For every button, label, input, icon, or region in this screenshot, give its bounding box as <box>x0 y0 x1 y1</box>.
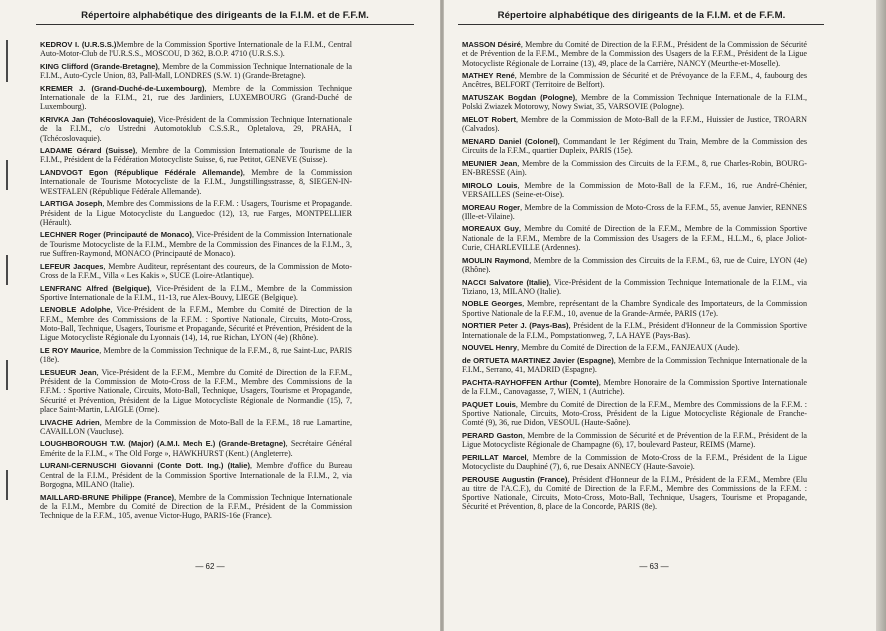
binding-mark <box>6 360 8 390</box>
entry-name: MOREAUX Guy <box>462 224 519 234</box>
entry-text: , Membre de la Commission de Moto-Cross de la F.F.M., 55, avenue Janvier, RENNES (Ille-et-Vilaine). <box>462 202 807 221</box>
entry-name: MIROLO Louis <box>462 180 518 190</box>
directory-entry <box>462 431 807 450</box>
entry-list <box>40 40 352 524</box>
entry-text: , Membre de la Commission Technique Internationale de la F.I.M., Serrano, 41, MADRID (Espagne). <box>462 355 807 375</box>
directory-entry <box>462 256 807 275</box>
entry-name: LADAME Gérard (Suisse) <box>40 146 136 156</box>
directory-entry <box>40 62 352 81</box>
entry-name: KRIVKA Jan (Tchécoslovaquie) <box>40 114 154 124</box>
entry-text: , Commandant le 1er Régiment du Train, Membre de la Commission des Circuits de la F.F.M., quartier Dupleix, PARIS (15e). <box>462 136 807 156</box>
entry-text: , Membre de la Commission de Moto-Ball de la F.F.M., Huissier de Justice, TROARN (Calvados). <box>462 114 807 134</box>
entry-text: , Membre, représentant de la Chambre Syndicale des Importateurs, de la Commission Sportive Nationale de la F.F.M., 10, avenue de la Grande-Armée, PARIS (17e). <box>462 299 807 318</box>
entry-name: PACHTA-RAYHOFFEN Arthur (Comte) <box>462 377 599 387</box>
entry-name: MAILLARD-BRUNE Philippe (France) <box>40 492 175 502</box>
entry-name: NORTIER Peter J. (Pays-Bas) <box>462 321 569 331</box>
directory-entry <box>462 93 807 112</box>
entry-name: KEDROV I. (U.R.S.S.) <box>40 40 117 49</box>
entry-text: , Membre de la Commission Technique Internationale de la F.I.M., Membre du Comité de Direction de la F.F.M., Président de la Commission Technique de la F.F.M., 105, avenue Victor-Hugo, PARIS-16e (France). <box>40 492 352 521</box>
entry-name: MASSON Désiré <box>462 40 521 49</box>
entry-text: , Membre de la Commission Technique Internationale de la F.I.M., Polski Zwiazek Motorowy, Nowy Swiat, 35, VARSOVIE (Pologne). <box>462 93 808 112</box>
entry-text: , Membre de la Commission Internationale de Tourisme de la F.I.M., Président de la Fédération Motocycliste Suisse, 6, rue Petitot, GENEVE (Suisse). <box>40 146 352 165</box>
entry-text: Membre de la Commission Sportive Internationale de la F.I.M., Central Auto-Motor-Club de l'U.R.S.S., MOSCOU, D 362, B.O.P. 4710 (U.R.S.S.). <box>40 40 352 59</box>
entry-name: PERILLAT Marcel <box>462 452 527 462</box>
entry-text: , Président d'Honneur de la F.I.M., Président de la F.F.M., Membre (Elu au titre de l'A.C.F.), du Comité de Direction de la F.F.M., Membre des Commissions de la F.F.M. : Sportive Nationale, Circuits, Moto-Cross, Moto-Ball, Technique, Usagers, Tourisme et Propagande, Sécurité et Prévention, 8, place de la Concorde, PARIS (8e). <box>462 474 807 512</box>
directory-entry <box>462 181 807 200</box>
entry-name: LENFRANC Alfred (Belgique) <box>40 283 150 293</box>
entry-name: MOREAU Roger <box>462 202 521 212</box>
directory-entry <box>462 137 807 156</box>
directory-entry <box>40 40 352 59</box>
entry-name: LENOBLE Adolphe <box>40 305 111 315</box>
entry-name: KREMER J. (Grand-Duché-de-Luxembourg) <box>40 83 205 93</box>
entry-text: , Membre des Commissions de la F.F.M. : Usagers, Tourisme et Propagande. Président de la Ligue Motocycliste du Languedoc (12), 13, rue Farges, MONTPELLIER (Hérault). <box>40 199 352 227</box>
entry-text: , Membre de la Commission Technique de la F.F.M., 8, rue Saint-Luc, PARIS (18e). <box>40 345 352 365</box>
entry-name: MENARD Daniel (Colonel) <box>462 136 558 146</box>
entry-name: LOUGHBOROUGH T.W. (Major) (A.M.I. Mech E.) (Grande-Bretagne) <box>40 439 286 449</box>
page-number: — 62 — <box>195 562 225 571</box>
entry-text: , Vice-Président de la Commission Technique Internationale de la F.I.M., c/o Ustredni Automotoklub C.S.S.R., Opletalova, 29, PRAHA, I (Tchécoslovaquie). <box>40 114 352 143</box>
binding-mark <box>6 160 8 190</box>
entry-text: , Vice-Président de la F.F.M., Membre du Comité de Direction de la F.F.M., Président de la Commission de Moto-Cross de la F.F.M., Membre des Commissions de la F.F.M. : Sportive Nationale, Circuits, Moto-Ball, Technique, Usagers, Tourisme et Propagande, Sécurité et Prévention, Président de la Ligue Motocycliste Régionale de Normandie (15), 7, place Saint-Martin, LAIGLE (Orne). <box>40 367 352 414</box>
entry-name: PERARD Gaston <box>462 430 523 440</box>
directory-entry <box>40 284 352 303</box>
entry-text: , Vice-Président de la F.F.M., Membre du Comité de Direction de la F.F.M., Membre des Commissions de la F.F.M. : Sportive Nationale, Circuits, Moto-Cross, Moto-Ball, Technique, Usagers, Tourisme et Propagande, Sécurité et Prévention, Président de la Ligue Motocycliste Régionale du Lyonnais (14), 14, rue Richan, LYON (4e) (Rhône). <box>40 305 353 343</box>
entry-name: LESUEUR Jean <box>40 367 97 377</box>
directory-entry <box>462 453 807 472</box>
entry-name: LECHNER Roger (Principauté de Monaco) <box>40 230 192 240</box>
entry-name: MOULIN Raymond <box>462 255 530 265</box>
entry-name: de ORTUETA MARTINEZ Javier (Espagne) <box>462 355 614 365</box>
entry-text: , Membre d'office du Bureau Central de la F.I.M., Président de la Commission Sportive Internationale de la F.I.M., 2, via Borgogna, MILANO (Italie). <box>40 461 352 489</box>
directory-entry <box>462 356 807 375</box>
directory-entry <box>40 84 352 112</box>
directory-entry <box>462 71 807 90</box>
entry-text: , Membre du Comité de Direction de la F.F.M., Président de la Commission de Sécurité et de Prévention de la F.F.M., Membre de la Commission des Usagers de la F.F.M., Président de la Ligue Motocycliste Régionale de Lorraine (13), 49, place de la Carrière, NANCY (Meurthe-et-Moselle). <box>462 40 807 68</box>
directory-entry <box>462 40 807 68</box>
entry-name: LIVACHE Adrien <box>40 417 100 427</box>
binding-mark <box>6 40 8 82</box>
binding-mark <box>6 470 8 500</box>
entry-text: , Membre Honoraire de la Commission Sportive Internationale de la F.I.M., Canovagasse, 7, WIEN, 1 (Autriche). <box>462 377 807 396</box>
page-edge-shadow <box>876 0 886 631</box>
entry-text: , Membre de la Commission des Circuits de la F.F.M., 63, rue de Cuire, LYON (4e) (Rhône). <box>462 255 807 274</box>
directory-entry <box>40 418 352 437</box>
entry-text: , Membre du Comité de Direction de la F.F.M., Membre de la Commission Sportive Nationale de la F.F.M., Membre de la Commission des Usagers de la F.F.M., H.L.M., 6, place Joliot-Curie, CHARLEVILLE (Ardennes). <box>462 224 807 253</box>
entry-name: LURANI-CERNUSCHI Giovanni (Conte Dott. Ing.) (Italie) <box>40 461 251 471</box>
entry-name: LARTIGA Joseph <box>40 199 103 209</box>
directory-entry <box>40 262 352 281</box>
entry-text: , Membre de la Commission de Moto-Cross de la F.F.M., Président de la Ligue Motocycliste du Dauphiné (7), 6, rue Desaix ANNECY (Haute-Savoie). <box>462 452 807 471</box>
directory-entry <box>462 278 807 297</box>
entry-name: MATHEY René <box>462 71 515 81</box>
directory-entry <box>462 475 807 512</box>
directory-entry <box>462 224 807 252</box>
entry-text: , Secrétaire Général Emérite de la F.I.M., « The Old Forge », HAWKHURST (Kent.) (Angleterre). <box>40 439 352 458</box>
entry-name: LEFEUR Jacques <box>40 261 104 271</box>
directory-entry <box>462 299 807 318</box>
entry-name: PEROUSE Augustin (France) <box>462 474 568 484</box>
entry-text: , Membre de la Commission Technique Internationale de la F.I.M., Auto-Cycle Union, 83, Pall-Mall, LONDRES (S.W. 1) (Grande-Bretagne). <box>40 61 352 81</box>
directory-entry <box>40 230 352 258</box>
binding-mark <box>6 255 8 285</box>
entry-text: , Membre de la Commission de Sécurité et de Prévoyance de la F.F.M., 4, faubourg des Ancêtres, BELFORT (Territoire de Belfort). <box>462 71 808 90</box>
entry-name: NOUVEL Henry <box>462 343 518 353</box>
page-header: Répertoire alphabétique des dirigeants de la F.I.M. et de F.F.M. <box>81 10 369 21</box>
entry-text: , Membre de la Commission Internationale de Tourisme Motocycliste de la F.I.M., Jungstillingsstrasse, 8, SIEGEN-IN-WESTFALEN (République Fédérale Allemande). <box>40 168 352 196</box>
left-page <box>0 0 440 631</box>
directory-entry <box>40 346 352 365</box>
directory-entry <box>462 203 807 222</box>
entry-text: , Vice-Président de la F.I.M., Membre de la Commission Sportive Internationale de la F.I.M., 11-13, rue Alex-Bouvy, LIEGE (Belgique). <box>40 283 353 302</box>
entry-name: NACCI Salvatore (Italie) <box>462 277 549 287</box>
directory-entry <box>40 461 352 489</box>
directory-entry <box>462 115 807 134</box>
entry-text: , Membre de la Commission des Circuits de la F.F.M., 8, rue Charles-Robin, BOURG-EN-BRESSE (Ain). <box>462 158 807 178</box>
directory-entry <box>40 199 352 227</box>
directory-entry <box>462 159 807 178</box>
entry-name: LE ROY Maurice <box>40 345 100 355</box>
right-page <box>444 0 886 631</box>
directory-entry <box>462 400 807 428</box>
entry-name: NOBLE Georges <box>462 299 523 309</box>
header-rule <box>36 24 414 25</box>
directory-entry <box>462 343 807 352</box>
directory-entry <box>40 493 352 521</box>
directory-entry <box>40 115 352 143</box>
entry-text: , Vice-Président de la Commission Technique Internationale de la F.I.M., via Tiziano, 13, MILANO (Italie). <box>462 277 807 296</box>
entry-text: , Membre du Comité de Direction de la F.F.M., FANJEAUX (Aude). <box>517 343 740 353</box>
page-header: Répertoire alphabétique des dirigeants de la F.I.M. et de F.F.M. <box>497 10 786 21</box>
directory-entry <box>40 305 352 342</box>
entry-text: , Président de la F.I.M., Président d'Honneur de la Commission Sportive Internationale de la F.I.M., Pompstationweg, 7, LA HAYE (Pays-Bas). <box>462 321 807 340</box>
entry-text: , Membre Auditeur, représentant des coureurs, de la Commission de Moto-Cross de la F.F.M., Villa « Les Kakis », SUCE (Loire-Atlantique). <box>40 261 352 280</box>
entry-name: LANDVOGT Egon (République Fédérale Allemande) <box>40 168 243 178</box>
entry-name: PAQUET Louis <box>462 399 516 409</box>
directory-entry <box>462 378 807 397</box>
page-number: — 63 — <box>639 562 669 571</box>
entry-name: MELOT Robert <box>462 114 517 124</box>
entry-text: , Membre de la Commission de Sécurité et de Prévention de la F.F.M., Président de la Ligue Motocycliste Régionale de Champagne (6), 17, boulevard Pasteur, REIMS (Marne). <box>462 430 807 450</box>
directory-entry <box>40 146 352 165</box>
directory-entry <box>40 439 352 458</box>
directory-entry <box>40 368 352 414</box>
entry-text: , Membre de la Commission Technique Internationale de la F.I.M., 21, rue des Jardiniers, LUXEMBOURG (Grand-Duché de Luxembourg). <box>40 83 352 112</box>
entry-text: , Vice-Président de la Commission Internationale de Tourisme Motocycliste de la F.I.M., Membre de la Commission des Finances de la F.I.M., 3, rue Suffren-Raymond, MONACO (Principauté de Monaco). <box>40 230 352 259</box>
header-rule <box>458 24 824 25</box>
entry-name: MATUSZAK Bogdan (Pologne) <box>462 93 576 103</box>
entry-name: KING Clifford (Grande-Bretagne) <box>40 61 158 71</box>
entry-text: , Membre de la Commission de Moto-Ball de la F.F.M., 18 rue Lamartine, CAVAILLON (Vaucluse). <box>40 417 352 436</box>
entry-list <box>462 40 807 515</box>
entry-text: , Membre de la Commission de Moto-Ball de la F.F.M., 16, rue André-Chénier, VERSAILLES (Seine-et-Oise). <box>462 180 808 199</box>
directory-entry <box>40 168 352 196</box>
entry-name: MEUNIER Jean <box>462 158 518 168</box>
entry-text: , Membre du Comité de Direction de la F.F.M., Membre des Commissions de la F.F.M. : Sportive Nationale, Circuits, Moto-Cross, Président de la Ligue Motocycliste Régionale de Franche-Comté (9), 36, rue Didon, VESOUL (Haute-Saône). <box>462 399 807 428</box>
directory-entry <box>462 321 807 340</box>
